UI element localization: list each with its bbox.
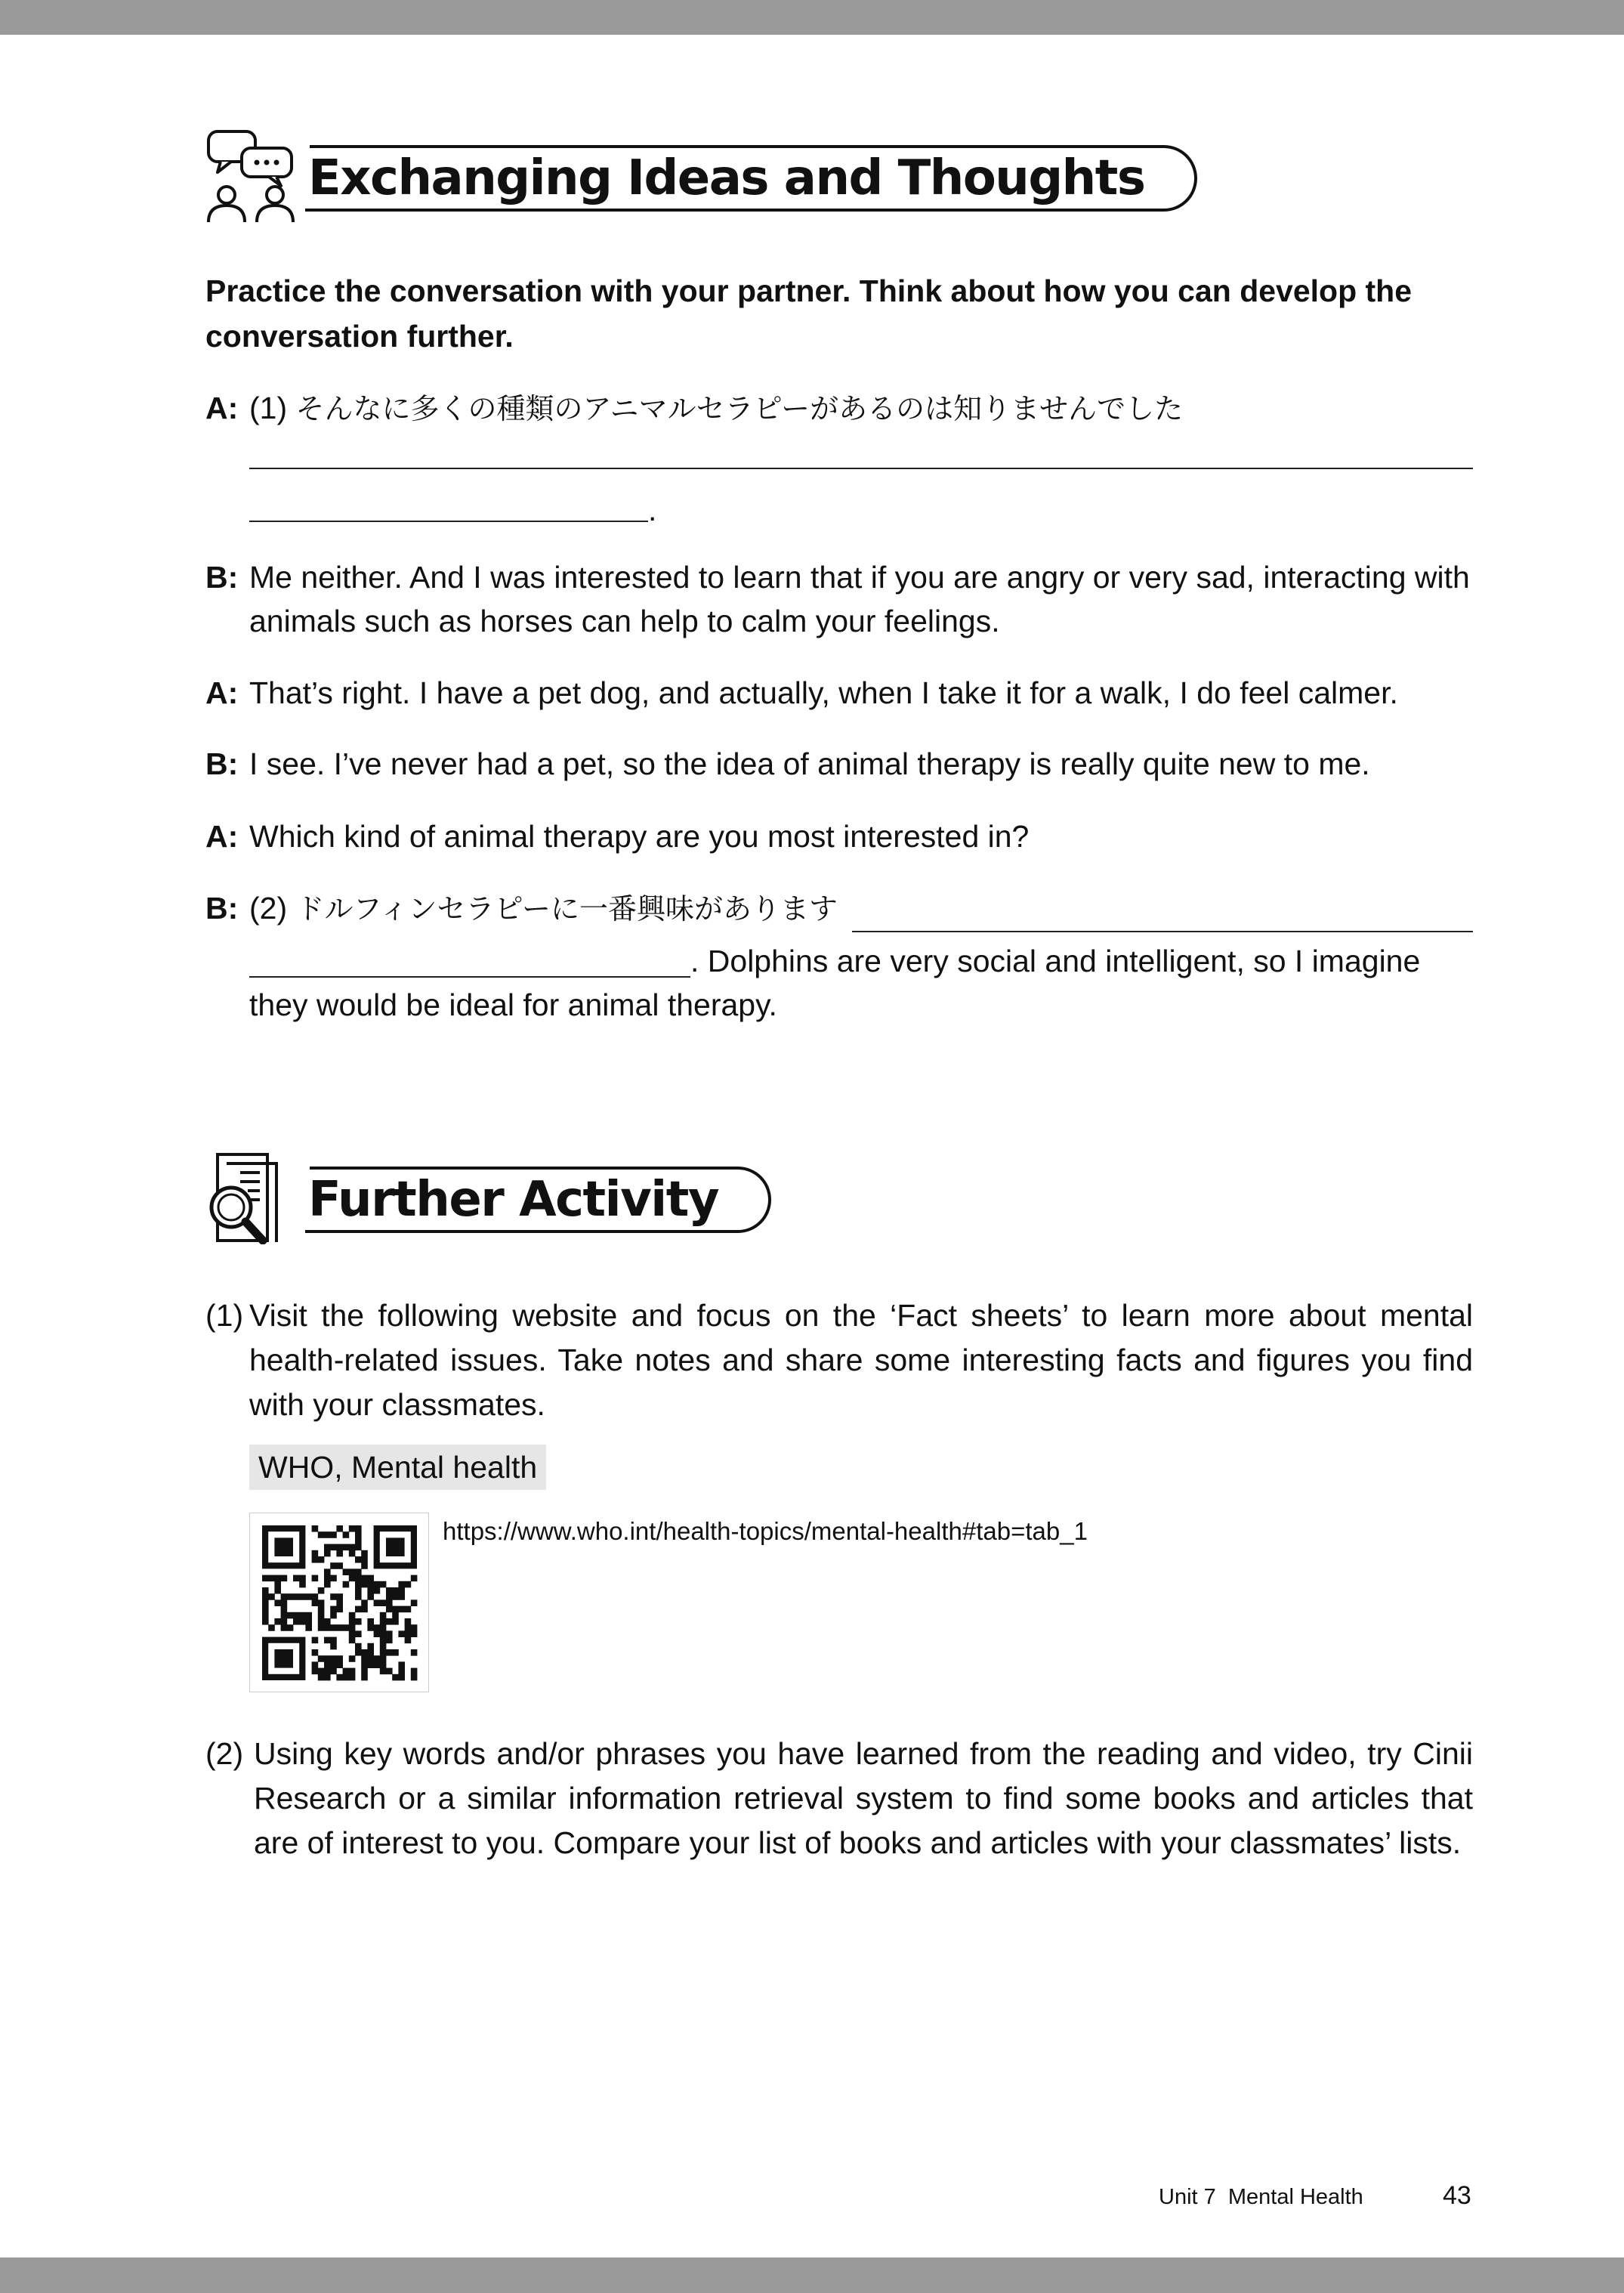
sentence-end: . [648, 493, 657, 527]
footer-unit: Unit 7 Mental Health [1159, 2185, 1363, 2209]
speaker-label: B: [205, 891, 239, 926]
speaker-label: A: [205, 675, 239, 710]
answer-blank-line[interactable] [249, 521, 648, 522]
section-title: Further Activity [308, 1172, 719, 1228]
instruction: Practice the conversation with your partner. Think about how you can develop the conversation further. [205, 273, 1413, 354]
page-number: 43 [1443, 2181, 1471, 2210]
qr-code-icon[interactable] [249, 1513, 429, 1692]
top-band [0, 0, 1624, 35]
dialogue-text: . Dolphins are very social and intelligent, so I imagine they would be ideal for animal therapy. [249, 944, 1421, 1022]
blank-marker: (2) [249, 891, 288, 926]
dialogue-line [249, 886, 838, 931]
speaker-label: A: [205, 391, 239, 425]
section-title-pill [310, 1167, 771, 1233]
speaker-label: A: [205, 819, 239, 854]
document-search-icon [204, 1150, 298, 1244]
activity-item-1 [205, 1293, 1473, 1427]
speaker-label: B: [205, 560, 239, 595]
bottom-band [0, 2257, 1624, 2293]
japanese-prompt: ドルフィンセラピーに一番興味があります [295, 892, 838, 926]
section-title: Exchanging Ideas and Thoughts [308, 150, 1145, 206]
resource-url[interactable]: https://www.who.int/health-topics/mental-health#tab=tab_1 [443, 1517, 1088, 1545]
item-text: Visit the following website and focus on the ‘Fact sheets’ to learn more about mental health-related issues. Take notes and share some interesting facts and figures you find with your classmates. [249, 1298, 1473, 1422]
answer-blank-line[interactable] [852, 931, 1473, 932]
dialogue-text: Me neither. And I was interested to learn that if you are angry or very sad, interacting with animals such as horses can help to calm your feelings. [249, 560, 1470, 638]
item-text: Using key words and/or phrases you have learned from the reading and video, try Cinii Research or a similar information retrieval system to find some books and articles that are of interest to you. Compare your list of books and articles with your classmates’ lists. [254, 1736, 1473, 1860]
resource-label: WHO, Mental health [249, 1445, 546, 1490]
discussion-people-icon [204, 128, 298, 223]
dialogue-line [249, 386, 1183, 431]
section-title-pill [310, 145, 1197, 212]
item-number: (1) [205, 1298, 244, 1333]
japanese-prompt: そんなに多くの種類のアニマルセラピーがあるのは知りませんでした [295, 392, 1184, 425]
activity-item-2 [205, 1732, 1473, 1865]
item-number: (2) [205, 1736, 244, 1771]
speaker-label: B: [205, 746, 239, 781]
dialogue-text: Which kind of animal therapy are you most interested in? [249, 819, 1030, 854]
qr-code [250, 1513, 428, 1692]
blank-marker: (1) [249, 391, 288, 425]
dialogue-text: I see. I’ve never had a pet, so the idea of animal therapy is really quite new to me. [249, 746, 1370, 781]
dialogue-text: That’s right. I have a pet dog, and actually, when I take it for a walk, I do feel calmer. [249, 675, 1398, 710]
answer-blank-line[interactable] [249, 468, 1473, 469]
